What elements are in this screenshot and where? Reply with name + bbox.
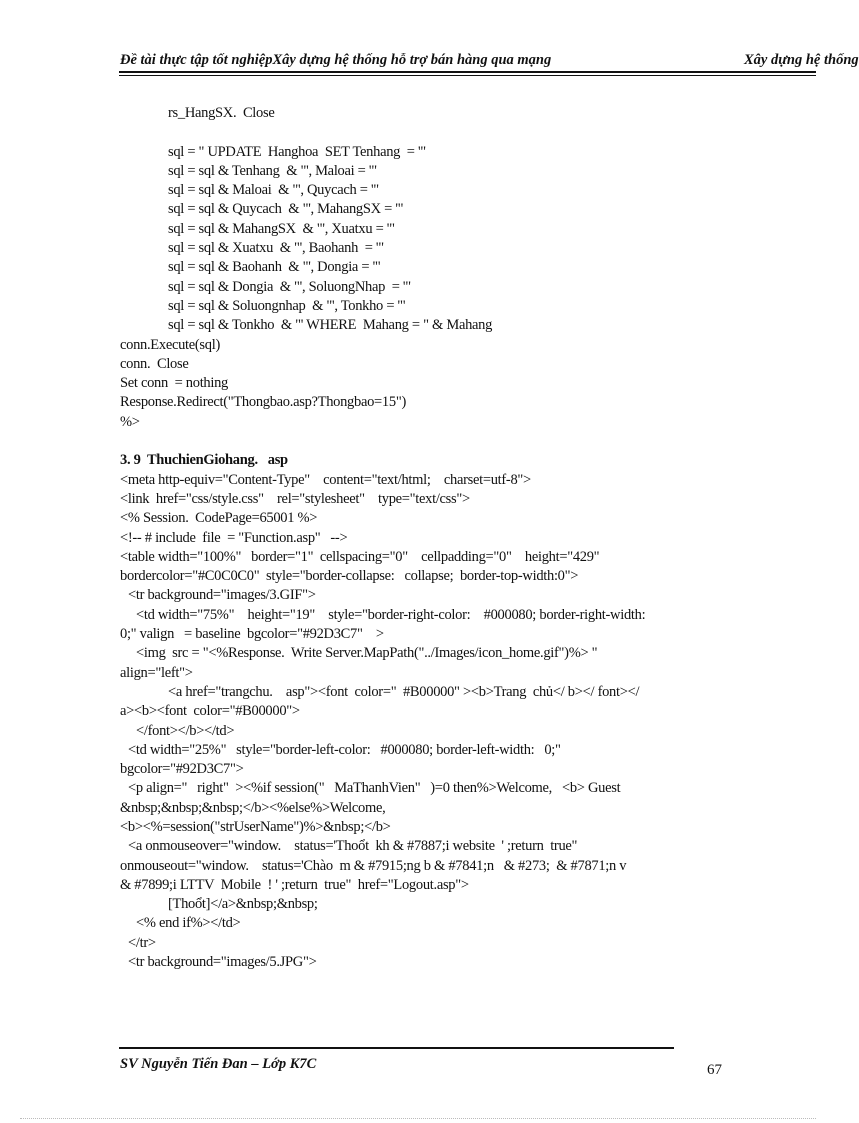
code-line: sql = sql & MahangSX & "', Xuatxu = '" [168, 220, 395, 237]
blank-line [120, 432, 710, 451]
code-line: [Thoổt]</a>&nbsp;&nbsp; [168, 896, 318, 913]
code-line: sql = sql & Tonkho & "' WHERE Mahang = " & Mahang [168, 317, 493, 334]
code-line: <p align=" right" ><%if session(" MaThanhVien" )=0 then%>Welcome, <b> Guest [128, 780, 621, 797]
code-line: sql = sql & Tenhang & "', Maloai = '" [168, 162, 377, 179]
code-line: & #7899;i LTTV Mobile ! ' ;return true" href="Logout.asp"> [120, 876, 469, 893]
code-listing [120, 104, 710, 972]
code-line: <table width="100%" border="1" cellspacing="0" cellpadding="0" height="429" [120, 548, 600, 565]
code-line: sql = sql & Dongia & "', SoluongNhap = '" [168, 278, 411, 295]
code-line: </font></b></td> [136, 722, 235, 739]
header-rule-thin [119, 75, 816, 76]
page-number: 67 [707, 1062, 722, 1078]
code-line: <img src = "<%Response. Write Server.MapPath("../Images/icon_home.gif")%> " [136, 645, 598, 662]
code-line: onmouseout="window. status='Chào m & #7915;ng b & #7841;n & #273; & #7871;n v [120, 857, 627, 874]
code-line: %> [120, 413, 140, 430]
code-line: <link href="css/style.css" rel="stylesheet" type="text/css"> [120, 490, 470, 507]
code-line: <meta http-equiv="Content-Type" content="text/html; charset=utf-8"> [120, 471, 531, 488]
code-line: sql = sql & Soluongnhap & "', Tonkho = '" [168, 297, 406, 314]
code-line: a><b><font color="#B00000"> [120, 703, 300, 720]
code-line: bordercolor="#C0C0C0" style="border-collapse: collapse; border-top-width:0"> [120, 568, 579, 585]
code-line: sql = sql & Quycach & "', MahangSX = '" [168, 201, 404, 218]
code-line: rs_HangSX. Close [168, 105, 275, 121]
code-line: sql = " UPDATE Hanghoa SET Tenhang = '" [168, 143, 426, 160]
code-line: sql = sql & Xuatxu & "', Baohanh = '" [168, 240, 384, 257]
code-line: conn. Close [120, 355, 189, 372]
code-line: <% Session. CodePage=65001 %> [120, 510, 318, 527]
code-line: <b><%=session("strUserName")%>&nbsp;</b> [120, 818, 391, 835]
code-line: sql = sql & Maloai & "', Quycach = '" [168, 182, 379, 199]
code-line: align="left"> [120, 664, 193, 681]
code-line: Response.Redirect("Thongbao.asp?Thongbao=15") [120, 394, 406, 411]
page-bottom-dotted-line [20, 1118, 816, 1119]
blank-line [120, 123, 710, 142]
code-line: 0;" valign = baseline bgcolor="#92D3C7" > [120, 626, 384, 643]
code-line: <% end if%></td> [136, 915, 241, 932]
code-line: conn.Execute(sql) [120, 336, 220, 353]
code-line: <tr background="images/3.GIF"> [128, 587, 316, 604]
header-title-right: Xây dựng hệ thống [744, 52, 859, 68]
code-line: <a onmouseover="window. status='Thoổt kh & #7887;i website ' ;return true" [128, 838, 578, 855]
code-line: <tr background="images/5.JPG"> [128, 954, 317, 971]
section-heading: 3. 9 ThuchienGiohang. asp [120, 452, 288, 469]
footer-author: SV Nguyễn Tiến Đan – Lớp K7C [120, 1056, 317, 1072]
code-line: </tr> [128, 934, 156, 951]
code-line: <a href="trangchu. asp"><font color=" #B00000" ><b>Trang chủ</ b></ font></ [168, 683, 640, 700]
code-line: <td width="75%" height="19" style="border-right-color: #000080; border-right-width: [136, 606, 646, 623]
header-rule [119, 71, 816, 73]
footer-rule [119, 1047, 674, 1049]
code-line: <!-- # include file = "Function.asp" --> [120, 529, 348, 546]
header-title: Đề tài thực tập tốt nghiệpXây dựng hệ thống hỗ trợ bán hàng qua mạng [120, 52, 552, 68]
code-line: &nbsp;&nbsp;&nbsp;</b><%else%>Welcome, [120, 799, 386, 816]
code-line: sql = sql & Baohanh & "', Dongia = '" [168, 259, 381, 276]
code-line: <td width="25%" style="border-left-color: #000080; border-left-width: 0;" [128, 741, 561, 758]
code-line: bgcolor="#92D3C7"> [120, 761, 244, 778]
code-line: Set conn = nothing [120, 375, 228, 392]
